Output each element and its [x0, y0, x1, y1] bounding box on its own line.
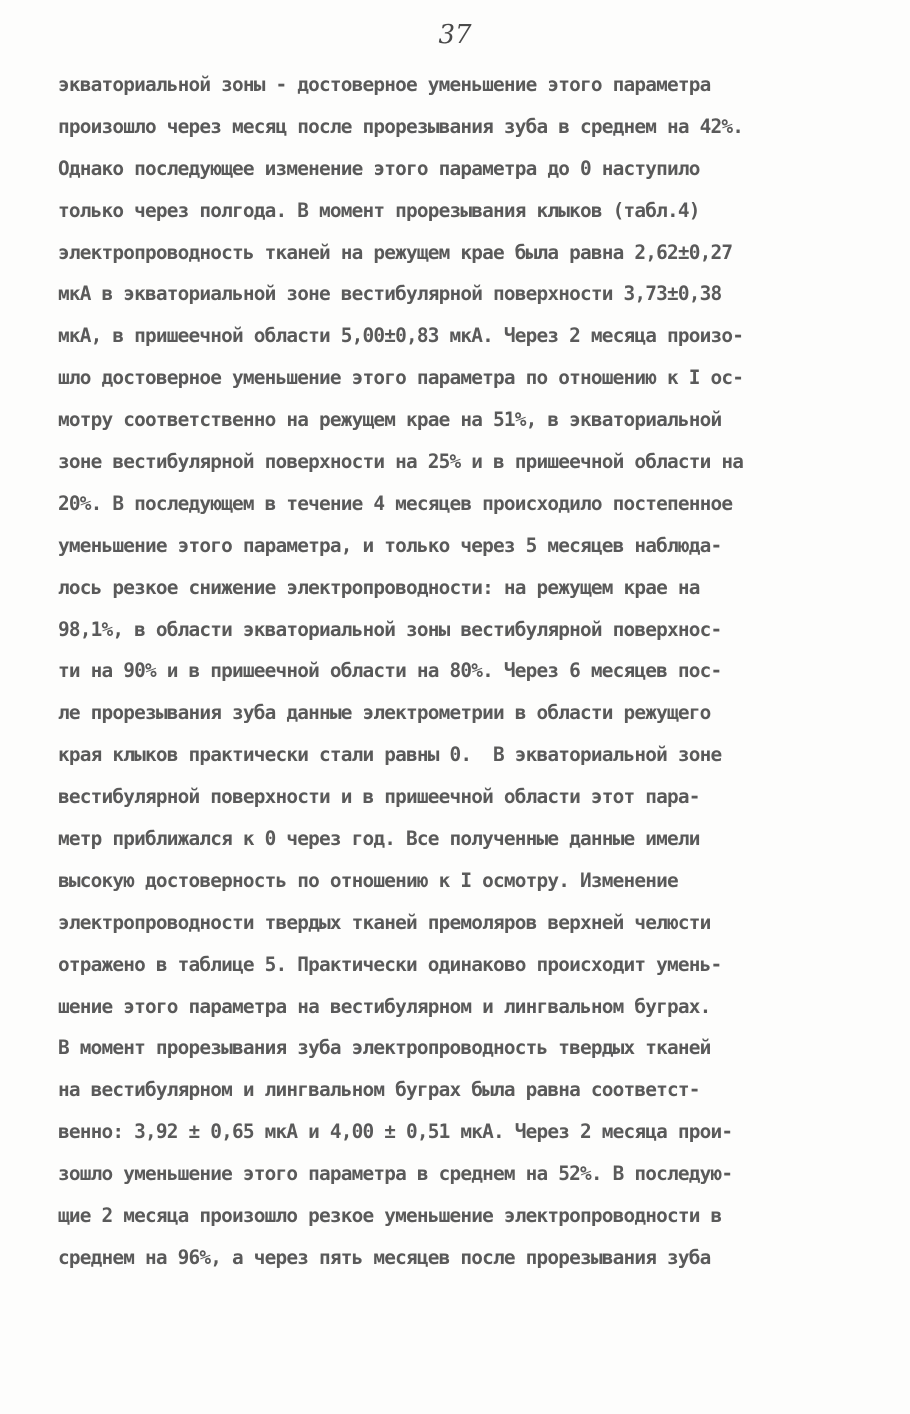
text-line: лось резкое снижение электропроводности: на режущем крае на	[58, 575, 700, 599]
text-line: шение этого параметра на вестибулярном и лингвальном буграх.	[58, 994, 711, 1018]
text-line: уменьшение этого параметра, и только через 5 месяцев наблюда-	[58, 533, 722, 557]
text-line: щие 2 месяца произошло резкое уменьшение электропроводности в	[58, 1204, 722, 1228]
text-line: отражено в таблице 5. Практически одинаково происходит умень-	[58, 952, 722, 976]
text-line: мкА, в пришеечной области 5,00±0,83 мкА. Через 2 месяца произо-	[58, 324, 744, 348]
text-line: В момент прорезывания зуба электропроводность твердых тканей	[58, 1036, 711, 1060]
text-line: экваториальной зоны - достоверное уменьшение этого параметра	[58, 73, 711, 96]
text-line: Однако последующее изменение этого параметра до 0 наступило	[58, 156, 700, 180]
text-line: зошло уменьшение этого параметра в среднем на 52%. В последую-	[58, 1162, 733, 1186]
text-line: на вестибулярном и лингвальном буграх была равна соответст-	[58, 1078, 700, 1102]
text-line: вестибулярной поверхности и в пришеечной области этот пара-	[58, 785, 700, 809]
text-line: мкА в экваториальной зоне вестибулярной поверхности 3,73±0,38	[58, 282, 722, 306]
text-line: электропроводность тканей на режущем крае была равна 2,62±0,27	[58, 240, 733, 264]
body-text	[58, 64, 858, 1279]
text-line: только через полгода. В момент прорезывания клыков (табл.4)	[58, 198, 700, 222]
text-line: 98,1%, в области экваториальной зоны вестибулярной поверхнос-	[58, 617, 722, 641]
text-line: высокую достоверность по отношению к I осмотру. Изменение	[58, 868, 678, 892]
text-line: среднем на 96%, а через пять месяцев после прорезывания зуба	[58, 1245, 711, 1269]
text-line: венно: 3,92 ± 0,65 мкА и 4,00 ± 0,51 мкА. Через 2 месяца прои-	[58, 1120, 733, 1144]
text-line: 20%. В последующем в течение 4 месяцев происходило постепенное	[58, 491, 733, 515]
text-line: метр приближался к 0 через год. Все полученные данные имели	[58, 827, 700, 851]
text-line: электропроводности твердых тканей премоляров верхней челюсти	[58, 910, 711, 934]
text-line: произошло через месяц после прорезывания зуба в среднем на 42%.	[58, 114, 744, 138]
text-line: шло достоверное уменьшение этого параметра по отношению к I ос-	[58, 366, 744, 390]
text-line: ле прорезывания зуба данные электрометрии в области режущего	[58, 701, 711, 725]
text-line: мотру соответственно на режущем крае на 51%, в экваториальной	[58, 408, 722, 432]
page-number: 37	[438, 20, 472, 50]
text-line: края клыков практически стали равны 0. В экваториальной зоне	[58, 743, 722, 767]
text-line: зоне вестибулярной поверхности на 25% и в пришеечной области на	[58, 450, 744, 474]
text-line: ти на 90% и в пришеечной области на 80%. Через 6 месяцев пос-	[58, 659, 722, 683]
